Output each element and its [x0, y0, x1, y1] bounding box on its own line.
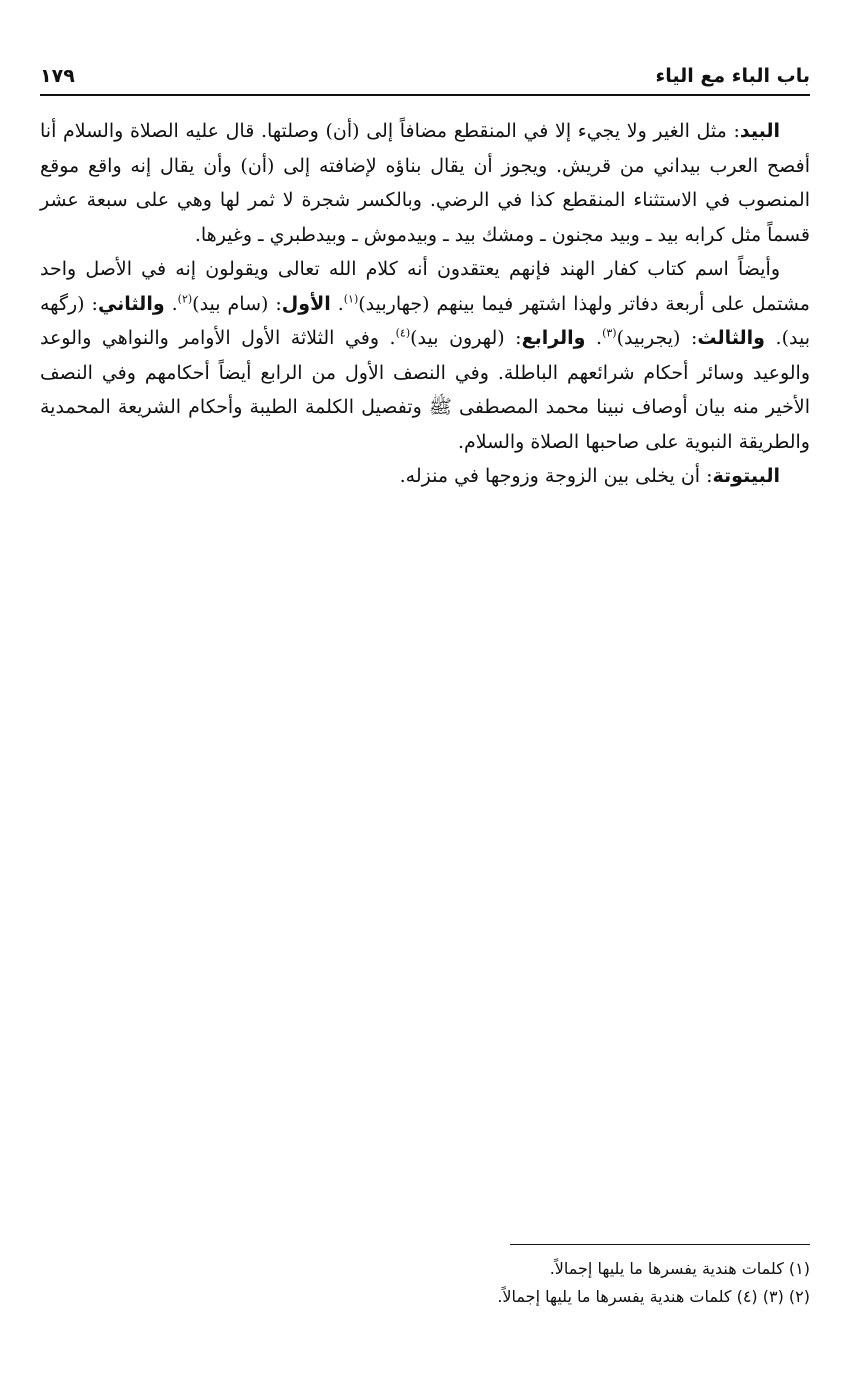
- entry-text: : (يجربيد): [616, 327, 698, 349]
- entry-al-bid: [40, 114, 810, 252]
- footnote-2: (٢) (٣) (٤) كلمات هندية يفسرها ما يليها إجمالاً.: [497, 1287, 810, 1306]
- section-label: والرابع: [521, 327, 586, 349]
- entry-text: .: [164, 292, 178, 315]
- entry-term: البيتوتة: [712, 465, 780, 487]
- entry-text: .: [585, 327, 603, 349]
- page-body: [40, 114, 810, 494]
- entry-text: : (رگهه بيد).: [40, 292, 810, 349]
- entry-text: . وفي الثلاثة الأول الأوامر والنواهي والوعد والوعيد وسائر أحكام شرائعهم الباطلة. وفي النصف الأول من الرابع أيضاً أحكامهم وفي النصف الأخير منه بيان أوصاف نبينا محمد المصطفى ﷺ وتفصيل الكلمة الطيبة وأحكام الشريعة المحمدية والطريقة النبوية على صاحبها الصلاة والسلام.: [40, 327, 810, 453]
- footnote-divider: [510, 1244, 810, 1245]
- entry-al-bid-book: [40, 252, 810, 459]
- section-label: والثالث: [697, 327, 765, 349]
- section-label: والثاني: [97, 292, 165, 315]
- page-header: [40, 58, 810, 96]
- footnote-ref: (٣): [602, 326, 617, 340]
- entry-text: : (سام بيد): [192, 292, 282, 315]
- entry-text: : (لهرون بيد): [410, 327, 522, 349]
- chapter-title: باب الباء مع الياء: [655, 65, 810, 87]
- entry-term: البيد: [739, 120, 780, 142]
- footnote-ref: (١): [343, 292, 359, 306]
- footnote-ref: (٢): [177, 292, 193, 306]
- footnote-ref: (٤): [395, 326, 411, 340]
- entry-al-baytuta: [40, 459, 810, 494]
- page-number: ١٧٩: [40, 65, 75, 87]
- footnote-1: (١) كلمات هندية يفسرها ما يليها إجمالاً.: [549, 1259, 810, 1278]
- entry-text: : أن يخلى بين الزوجة وزوجها في منزله.: [399, 465, 713, 487]
- entry-text: .: [330, 292, 344, 315]
- section-label: الأول: [281, 292, 331, 315]
- footnotes: [40, 1244, 810, 1311]
- entry-text: : مثل الغير ولا يجيء إلا في المنقطع مضافاً إلى (أن) وصلتها. قال عليه الصلاة والسلام أنا أفصح العرب بيداني من قريش. ويجوز أن يقال بناؤه لإضافته إلى (أن) وأن يقال إنه واقع موقع المنصوب في الاستثناء المنقطع كذا في الرضي. وبالكسر شجرة لا ثمر لها وهي على سبعة عشر قسماً مثل كرابه بيد ـ وبيد مجنون ـ ومشك بيد ـ وبيدموش ـ وبيدطبري ـ وغيرها.: [40, 120, 810, 246]
- book-page: [40, 58, 810, 494]
- entry-text: وأيضاً اسم كتاب كفار الهند فإنهم يعتقدون أنه كلام الله تعالى ويقولون إنه في الأصل واحد مشتمل على أربعة دفاتر ولهذا اشتهر فيما بينهم (جهاربيد): [40, 258, 810, 315]
